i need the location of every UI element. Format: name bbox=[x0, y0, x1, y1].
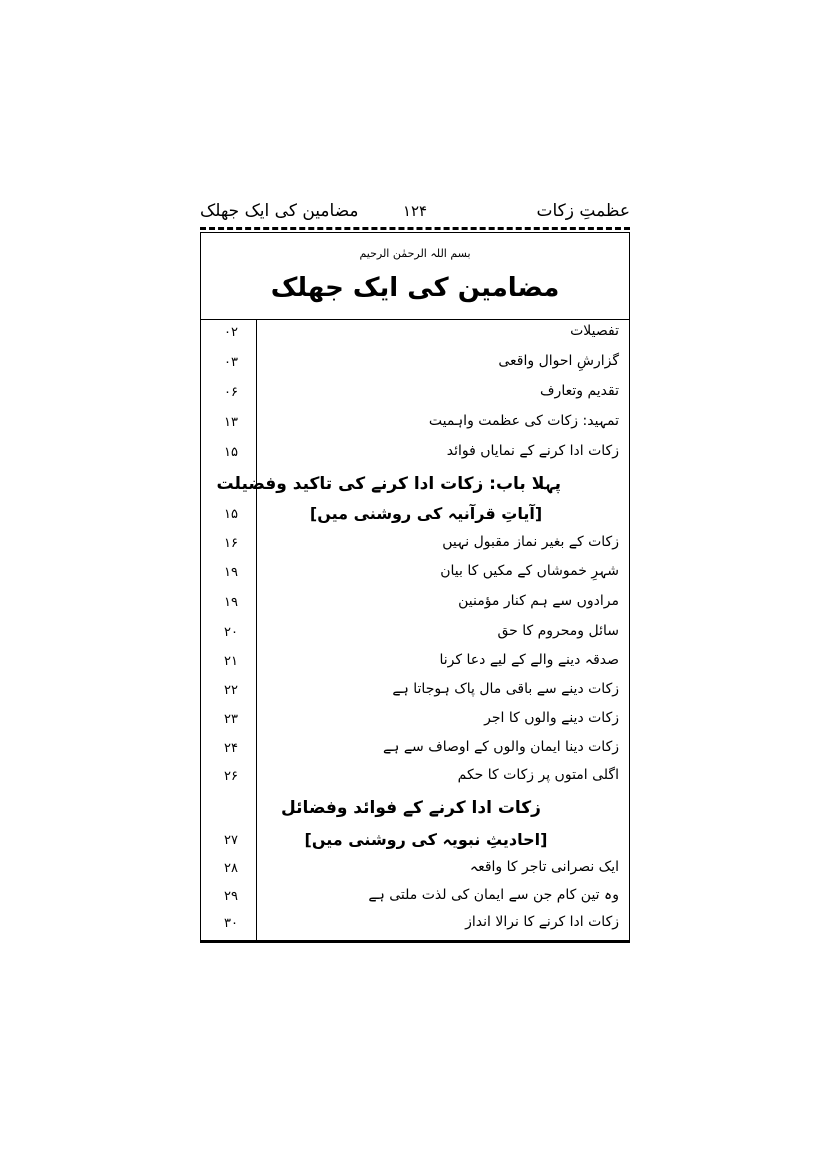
toc-entry-page: ۲۴ bbox=[224, 741, 238, 756]
toc-entry-page: ۲۱ bbox=[224, 654, 238, 669]
toc-row[interactable] bbox=[201, 706, 629, 736]
toc-entry-label: تفصیلات bbox=[570, 323, 619, 339]
toc-row[interactable] bbox=[201, 379, 629, 409]
toc-chapter-heading[interactable] bbox=[201, 795, 629, 825]
toc-entry-label: مرادوں سے ہم کنار مؤمنین bbox=[458, 593, 619, 609]
toc-entry-label: زکات دینے سے باقی مال پاک ہوجاتا ہے bbox=[392, 681, 619, 697]
toc-entry-label: ایک نصرانی تاجر کا واقعہ bbox=[469, 859, 619, 875]
toc-entry-page: ۲۸ bbox=[224, 861, 238, 876]
toc-row[interactable] bbox=[201, 883, 629, 913]
toc-entry-label: سائل ومحروم کا حق bbox=[497, 623, 619, 639]
toc-entry-label: زکات کے بغیر نماز مقبول نہیں bbox=[442, 534, 619, 550]
toc-row[interactable] bbox=[201, 559, 629, 589]
toc-chapter-heading[interactable] bbox=[201, 471, 629, 501]
bottom-rule bbox=[200, 940, 630, 943]
toc-entry-label: تمہید: زکات کی عظمت واہمیت bbox=[428, 413, 619, 429]
toc-entry-page: ۱۶ bbox=[224, 536, 238, 551]
toc-row[interactable] bbox=[201, 349, 629, 379]
toc-entry-page: ۲۳ bbox=[224, 712, 238, 727]
toc-row[interactable] bbox=[201, 910, 629, 940]
toc-entry-page: ۱۳ bbox=[224, 415, 238, 430]
toc-row[interactable] bbox=[201, 855, 629, 885]
toc-row[interactable] bbox=[201, 648, 629, 678]
toc-row[interactable] bbox=[201, 319, 629, 349]
toc-subheading[interactable] bbox=[201, 827, 629, 857]
toc-frame bbox=[200, 232, 630, 942]
chapter-heading-label: زکات ادا کرنے کے فوائد وفضائل bbox=[281, 798, 541, 818]
toc-row[interactable] bbox=[201, 409, 629, 439]
toc-entry-page: ۱۵ bbox=[224, 445, 238, 460]
toc-entry-page: ۰۶ bbox=[224, 385, 238, 400]
toc-entry-page: ۱۵ bbox=[224, 507, 238, 522]
header-section-title: مضامین کی ایک جھلک bbox=[200, 201, 359, 221]
toc-subheading[interactable] bbox=[201, 501, 629, 531]
toc-row[interactable] bbox=[201, 439, 629, 469]
toc-entry-page: ۲۷ bbox=[224, 833, 238, 848]
toc-entry-label: تقدیم وتعارف bbox=[540, 383, 619, 399]
toc-row[interactable] bbox=[201, 530, 629, 560]
subheading-label: [آیاتِ قرآنیہ کی روشنی میں] bbox=[309, 504, 543, 523]
toc-entry-page: ۲۶ bbox=[224, 769, 238, 784]
toc-entry-page: ۲۲ bbox=[224, 683, 238, 698]
toc-entry-label: اگلی امتوں پر زکات کا حکم bbox=[457, 767, 619, 783]
toc-row[interactable] bbox=[201, 763, 629, 793]
toc-row[interactable] bbox=[201, 589, 629, 619]
header-page-number: ۱۲۴ bbox=[402, 202, 428, 220]
toc-entry-label: زکات ادا کرنے کے نمایاں فوائد bbox=[446, 443, 619, 459]
toc-entry-label: وہ تین کام جن سے ایمان کی لذت ملتی ہے bbox=[368, 887, 619, 903]
toc-entry-label: زکات دینے والوں کا اجر bbox=[484, 710, 619, 726]
toc-entry-page: ۱۹ bbox=[224, 565, 238, 580]
toc-row[interactable] bbox=[201, 619, 629, 649]
toc-entry-page: ۲۰ bbox=[224, 625, 238, 640]
toc-entry-label: زکات ادا کرنے کا نرالا انداز bbox=[465, 914, 619, 930]
toc-entry-label: شہرِ خموشاں کے مکیں کا بیان bbox=[440, 563, 619, 579]
toc-entry-page: ۲۹ bbox=[224, 889, 238, 904]
toc-entry-page: ۳۰ bbox=[224, 916, 238, 931]
toc-entry-label: گزارشِ احوال واقعی bbox=[498, 353, 619, 369]
toc-row[interactable] bbox=[201, 677, 629, 707]
bismillah: بسم اللہ الرحمٰن الرحیم bbox=[359, 247, 471, 260]
toc-title: مضامین کی ایک جھلک bbox=[270, 273, 560, 303]
toc-entry-label: صدقہ دینے والے کے لیے دعا کرنا bbox=[439, 652, 619, 668]
subheading-label: [احادیثِ نبویہ کی روشنی میں] bbox=[304, 830, 548, 849]
toc-title-block bbox=[201, 233, 629, 320]
toc-entry-page: ۱۹ bbox=[224, 595, 238, 610]
toc-entry-page: ۰۲ bbox=[224, 325, 238, 340]
chapter-heading-label: پہلا باب: زکات ادا کرنے کی تاکید وفضیلت bbox=[216, 474, 561, 494]
toc-row[interactable] bbox=[201, 735, 629, 765]
header-book-title: عظمتِ زکات bbox=[536, 201, 630, 221]
running-header bbox=[200, 196, 630, 226]
toc-entry-label: زکات دینا ایمان والوں کے اوصاف سے ہے bbox=[382, 739, 619, 755]
header-divider bbox=[200, 227, 630, 230]
toc-entry-page: ۰۳ bbox=[224, 355, 238, 370]
